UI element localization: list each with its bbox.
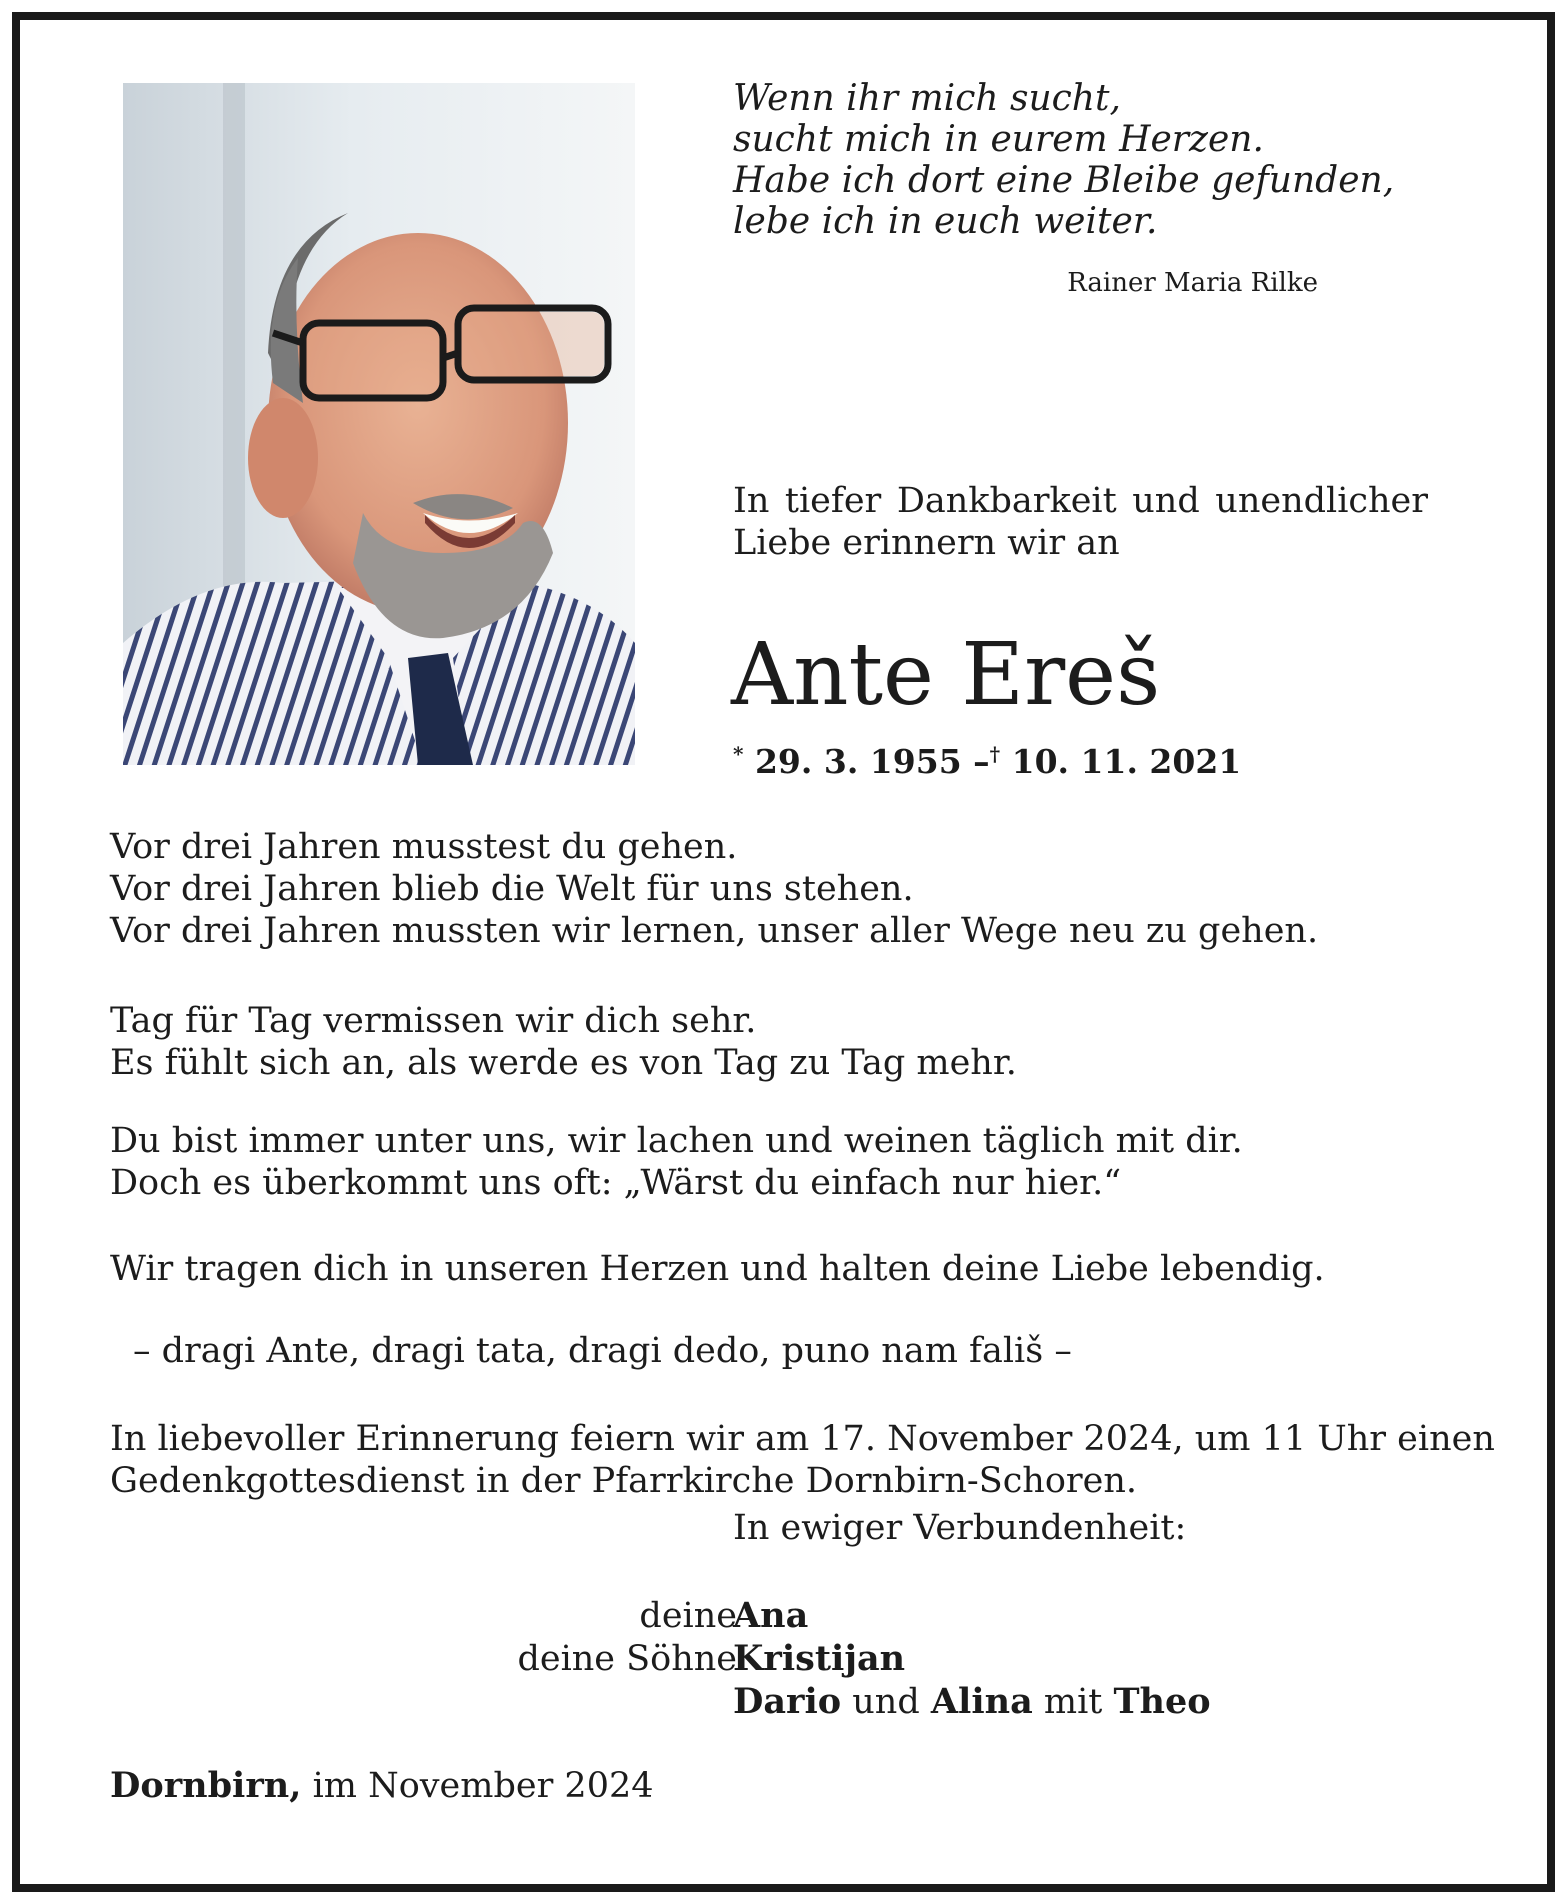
mourner-name: Theo — [1113, 1681, 1211, 1722]
poem-line: Wir tragen dich in unseren Herzen und halten deine Liebe lebendig. — [110, 1249, 1325, 1289]
mourner-name: Ana — [733, 1595, 809, 1636]
poem-line: Vor drei Jahren mussten wir lernen, unser aller Wege neu zu gehen. — [110, 911, 1319, 951]
poem-line: Doch es überkommt uns oft: „Wärst du einfach nur hier.“ — [110, 1163, 1122, 1203]
rilke-quote — [733, 78, 1395, 242]
connector-word: und — [852, 1682, 920, 1722]
mourner-name: Dario — [733, 1681, 842, 1722]
poem-stanza-2 — [110, 1000, 1440, 1084]
life-dates — [733, 742, 1241, 781]
quote-line: Habe ich dort eine Bleibe gefunden, — [733, 160, 1395, 201]
place-city: Dornbirn, — [110, 1765, 302, 1806]
poem-line: Vor drei Jahren musstest du gehen. — [110, 827, 738, 867]
mourner-name: Alina — [930, 1681, 1033, 1722]
closing-phrase: In ewiger Verbundenheit: — [733, 1508, 1187, 1548]
portrait-image — [123, 83, 635, 765]
farewell-line: – dragi Ante, dragi tata, dragi dedo, puno nam fališ – — [133, 1331, 1072, 1371]
service-line: Gedenkgottesdienst in der Pfarrkirche Dornbirn-Schoren. — [110, 1461, 1138, 1501]
portrait-photo — [123, 83, 635, 765]
mourner-label: deine Söhne — [517, 1639, 737, 1679]
place-date: im November 2024 — [312, 1766, 654, 1806]
deceased-name: Ante Ereš — [731, 625, 1161, 725]
intro-line: Liebe erinnern wir an — [733, 523, 1120, 563]
date-separator: – — [973, 742, 990, 781]
poem-stanza-3 — [110, 1120, 1440, 1204]
poem-line: Tag für Tag vermissen wir dich sehr. — [110, 1001, 757, 1041]
place-and-date — [110, 1765, 654, 1806]
mourner-label: deine — [639, 1596, 737, 1636]
intro-line: In tiefer Dankbarkeit und unendlicher — [733, 481, 1428, 521]
birth-star-symbol: * — [733, 742, 744, 766]
death-date: 10. 11. 2021 — [1011, 742, 1242, 781]
service-line: In liebevoller Erinnerung feiern wir am 17. November 2024, um 11 Uhr einen — [110, 1419, 1495, 1459]
quote-line: Wenn ihr mich sucht, — [733, 78, 1121, 119]
intro-text — [733, 480, 1428, 564]
poem-stanza-1 — [110, 826, 1440, 952]
poem-stanza-4 — [110, 1248, 1440, 1290]
mourner-name: Kristijan — [733, 1638, 906, 1679]
quote-line: sucht mich in eurem Herzen. — [733, 119, 1264, 160]
death-cross-symbol: † — [989, 742, 1001, 766]
service-announcement — [110, 1418, 1495, 1502]
mourner-family-line — [733, 1681, 1211, 1723]
poem-line: Es fühlt sich an, als werde es von Tag zu Tag mehr. — [110, 1043, 1017, 1083]
poem-line: Vor drei Jahren blieb die Welt für uns stehen. — [110, 869, 914, 909]
birth-date: 29. 3. 1955 — [754, 742, 962, 781]
quote-line: lebe ich in euch weiter. — [733, 201, 1158, 242]
connector-word: mit — [1043, 1682, 1103, 1722]
poem-line: Du bist immer unter uns, wir lachen und weinen täglich mit dir. — [110, 1121, 1243, 1161]
quote-author: Rainer Maria Rilke — [1067, 268, 1318, 298]
